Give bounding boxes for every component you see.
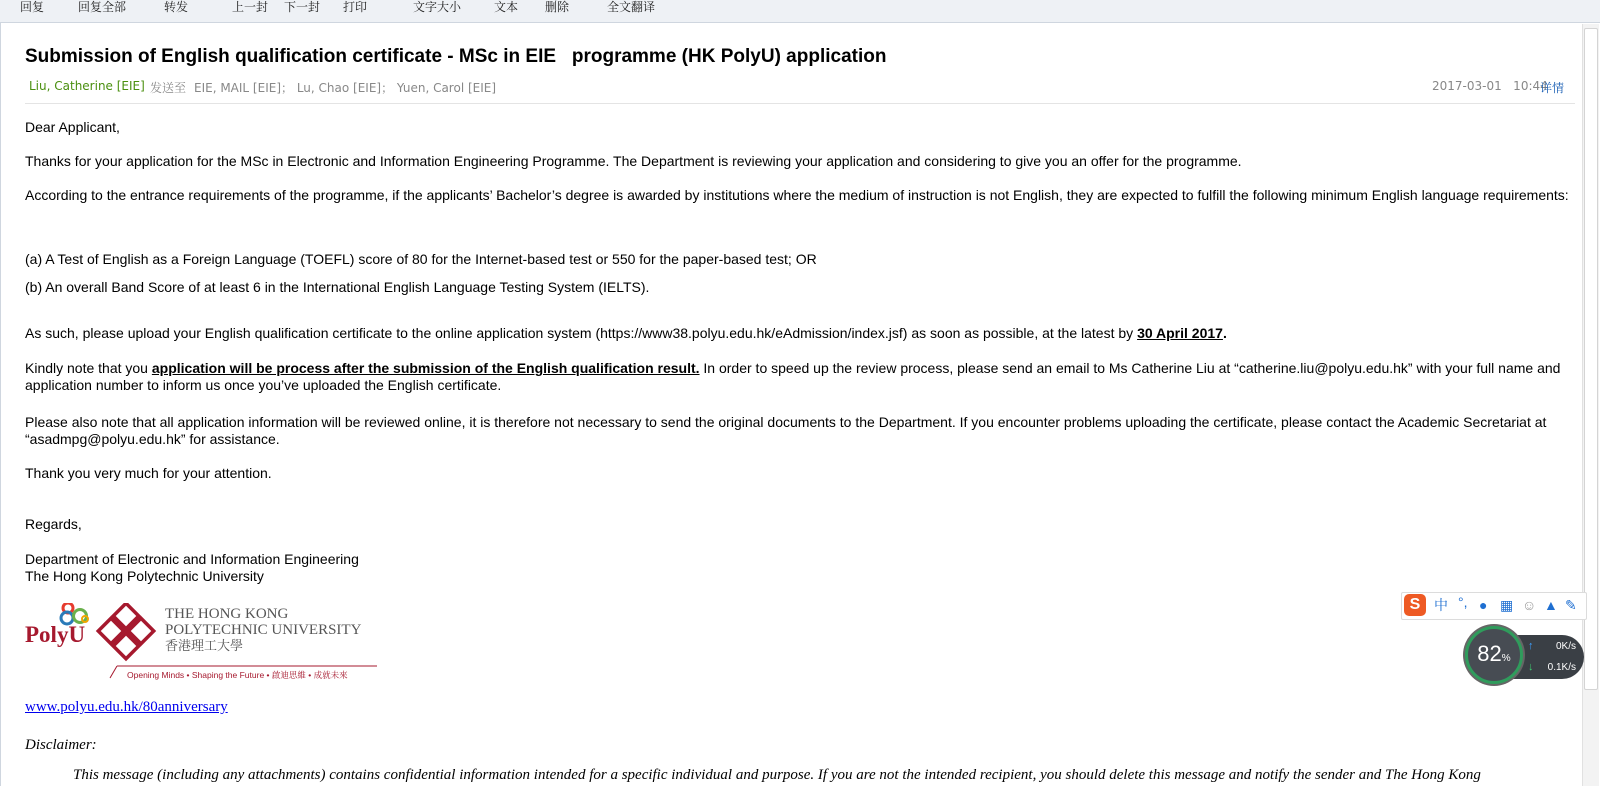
mail-toolbar: [0, 0, 1600, 23]
delete-button[interactable]: 删除: [545, 0, 570, 14]
frame-border: [0, 22, 1, 786]
thanks-line: Thank you very much for your attention.: [25, 465, 272, 481]
processing-note: application will be process after the submission of the English qualification result.: [151, 360, 700, 376]
translate-button[interactable]: 全文翻译: [607, 0, 656, 14]
contact-instruction: In order to speed up the review process, please send an email to Ms Catherine Liu at “catherine.liu@polyu.edu.hk” with your full name and application number to inform us once you’ve uploaded the English certificate.: [25, 360, 1561, 393]
body-paragraph-2: According to the entrance requirements of the programme, if the applicants’ Bachelor’s degree is awarded by institutions where the medium of instruction is not English, they are expected to fulfill the following minimum English language requirements:: [25, 187, 1569, 203]
body-paragraph-5: Please also note that all application information will be reviewed online, it is therefore not necessary to send the original documents to the Department. If you encounter problems uploading the certificate, please contact the Academic Secretariat at “asadmpg@polyu.edu.hk” for assistance.: [25, 414, 1547, 447]
logo-name-line2: POLYTECHNIC UNIVERSITY: [165, 622, 362, 638]
logo-tagline: Opening Minds • Shaping the Future • 啟迪思維 • 成就未來: [127, 670, 348, 680]
download-arrow-icon: ↓: [1528, 661, 1534, 673]
requirement-b: (b) An overall Band Score of at least 6 in the International English Language Testing System (IELTS).: [25, 279, 650, 295]
previous-mail-button[interactable]: 上一封: [232, 0, 269, 14]
plain-text-button[interactable]: 文本: [494, 0, 519, 14]
body-paragraph-4: [25, 360, 1570, 394]
recipient-list[interactable]: EIE, MAIL [EIE]； Lu, Chao [EIE]； Yuen, Carol [EIE]: [194, 81, 497, 95]
anniversary-80-mark: [61, 603, 88, 624]
upload-instruction: As such, please upload your English qualification certificate to the online application system (https://www38.polyu.edu.hk/eAdmission/index.jsf) as soon as possible, at the latest by: [25, 325, 1138, 341]
print-button[interactable]: 打印: [343, 0, 368, 14]
microphone-icon[interactable]: ●: [1479, 597, 1488, 613]
body-paragraph-3: [25, 325, 1570, 342]
send-to-label: 发送至: [150, 81, 187, 95]
upload-speed: 0K/s: [1555, 641, 1576, 652]
email-subject: Submission of English qualification certificate - MSc in EIE programme (HK PolyU) application: [25, 46, 887, 67]
note-prefix: Kindly note that you: [25, 360, 152, 376]
polyu-wordmark: PolyU: [25, 622, 86, 647]
keyboard-icon[interactable]: ▦: [1500, 597, 1514, 613]
polyu-emblem: [98, 603, 153, 658]
signature-department: Department of Electronic and Information Engineering: [25, 551, 359, 567]
upload-arrow-icon: ↑: [1528, 640, 1534, 652]
signature-university: The Hong Kong Polytechnic University: [25, 568, 264, 584]
next-mail-button[interactable]: 下一封: [284, 0, 321, 14]
percent-sign: %: [1501, 653, 1511, 664]
reply-button[interactable]: 回复: [20, 0, 45, 14]
font-size-button[interactable]: 文字大小: [413, 0, 462, 14]
anniversary-link[interactable]: www.polyu.edu.hk/80anniversary: [25, 699, 228, 715]
user-icon[interactable]: ☺: [1522, 597, 1537, 613]
sender-name[interactable]: Liu, Catherine [EIE]: [29, 79, 145, 93]
body-paragraph-1: Thanks for your application for the MSc in Electronic and Information Engineering Programme. The Department is reviewing your application and considering to give you an offer for the programme.: [25, 153, 1242, 169]
ime-chinese-mode[interactable]: 中: [1434, 597, 1448, 613]
requirement-a: (a) A Test of English as a Foreign Language (TOEFL) score of 80 for the Internet-based test or 550 for the paper-based test; OR: [25, 251, 817, 267]
email-date: 2017-03-01 10:44: [1432, 79, 1548, 93]
logo-name-line1: THE HONG KONG: [165, 606, 289, 622]
polyu-logo: [25, 603, 387, 681]
memory-percent: [1465, 641, 1523, 667]
disclaimer-heading: Disclaimer:: [25, 737, 97, 753]
period: .: [1222, 325, 1227, 341]
forward-button[interactable]: 转发: [164, 0, 189, 14]
greeting: Dear Applicant,: [25, 119, 120, 135]
ime-toolbar: [1401, 592, 1587, 620]
sogou-logo-icon[interactable]: S: [1404, 594, 1426, 616]
header-divider: [25, 103, 1575, 104]
disclaimer-text: This message (including any attachments) contains confidential information intended for a specific individual and purpose. If you are not the intended recipient, you should delete this message and notify the sender and The Hong Kong: [73, 767, 1481, 783]
memory-percent-value: 82: [1477, 641, 1502, 666]
settings-wrench-icon[interactable]: ✎: [1565, 597, 1577, 613]
reply-all-button[interactable]: 回复全部: [78, 0, 127, 14]
scrollbar-thumb[interactable]: [1584, 28, 1598, 690]
punctuation-icon[interactable]: °,: [1458, 594, 1468, 610]
regards-line: Regards,: [25, 516, 82, 532]
download-speed: 0.1K/s: [1547, 662, 1576, 673]
logo-name-chinese: 香港理工大學: [165, 639, 244, 654]
skin-shirt-icon[interactable]: ▲: [1544, 597, 1558, 613]
details-link[interactable]: 详情: [1540, 81, 1565, 95]
deadline-date: 30 April 2017: [1137, 325, 1223, 341]
